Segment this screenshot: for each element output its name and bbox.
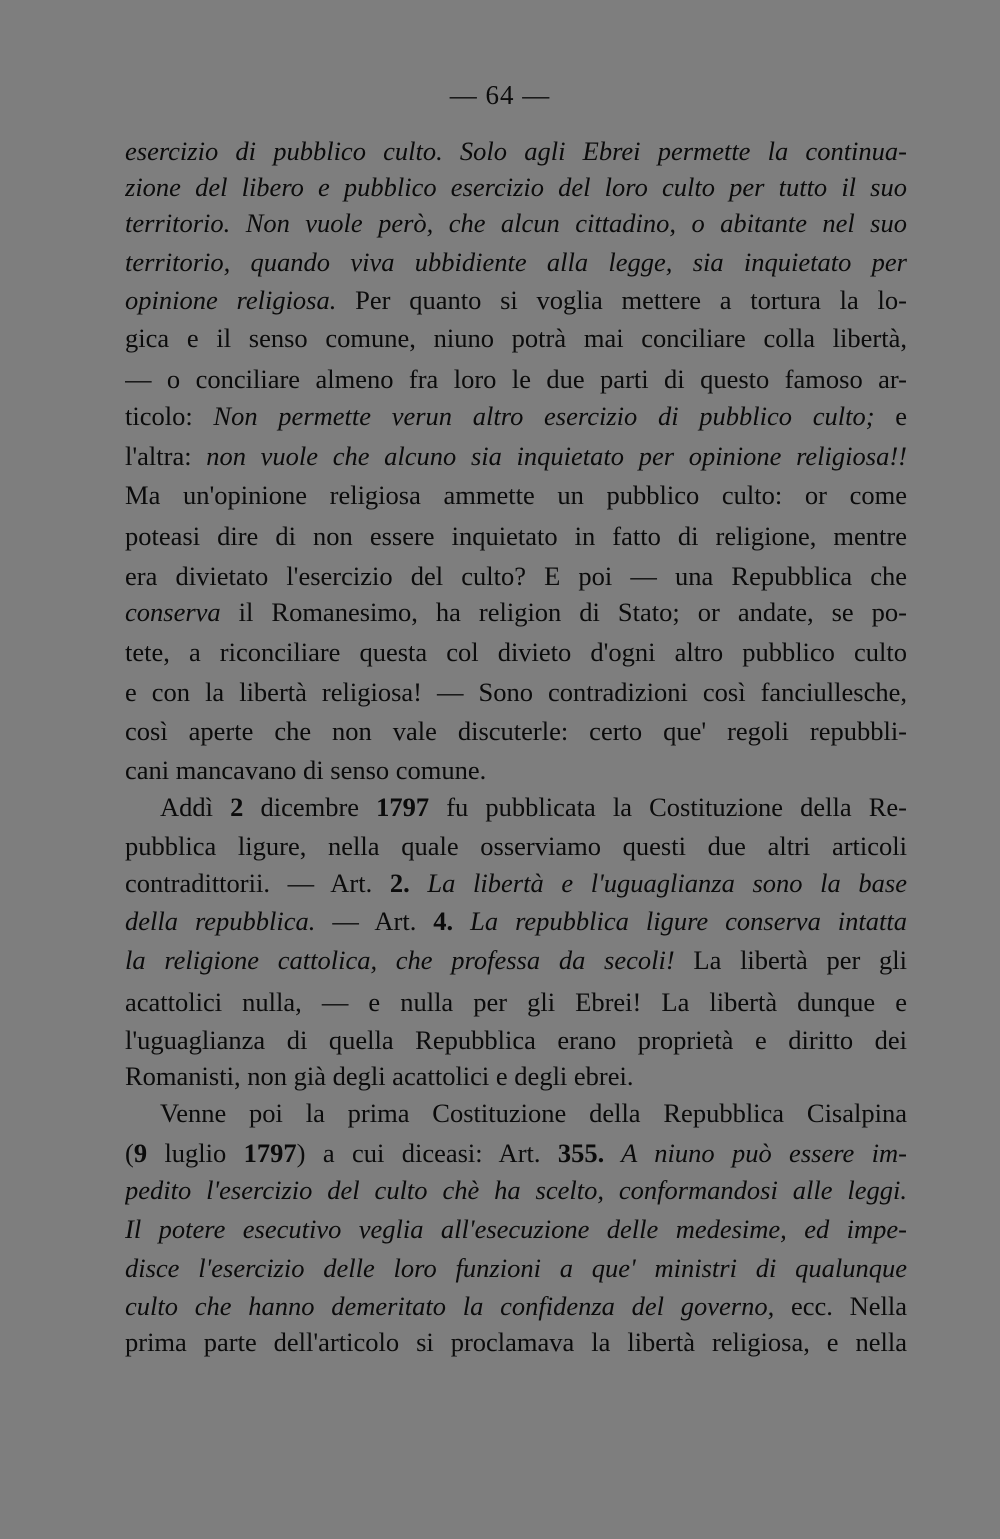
text-segment: 1797 [376,792,430,822]
text-segment: contradittorii. — Art. [125,868,390,898]
italic-text: opinione religiosa. [125,285,337,315]
italic-text: pedito l'esercizio del culto chè ha scelto, conformandosi alle leggi. [125,1175,907,1205]
text-line [125,1022,907,1058]
italic-text: La libertà e l'uguaglianza sono la base [409,868,907,898]
text-line [125,674,907,710]
italic-text: esercizio di pubblico culto. Solo agli Ebrei permette la continua- [125,136,907,166]
text-segment: 355. [557,1138,605,1168]
text-segment: era divietato l'esercizio del culto? E poi — una Repubblica che [125,561,907,591]
text-line [125,361,907,397]
text-line [125,1058,907,1094]
text-line [125,205,907,241]
text-line [125,477,907,513]
text-segment: poteasi dire di non essere inquietato in fatto di religione, mentre [125,521,907,551]
text-line [125,282,907,318]
italic-text: della repubblica. [125,906,316,936]
text-line [125,1172,907,1208]
italic-text: Non permette verun altro esercizio di pubblico culto; [213,401,875,431]
text-line [125,713,907,749]
text-segment: dicembre [243,792,377,822]
italic-text: non vuole che alcuno sia inquietato per opinione religiosa!! [206,441,907,471]
text-line [125,133,907,169]
italic-text: A niuno può essere im- [604,1138,907,1168]
text-segment: Venne poi la prima Costituzione della Repubblica Cisalpina [160,1098,907,1128]
italic-text: territorio, quando viva ubbidiente alla legge, sia inquietato per [125,247,907,277]
text-line [160,789,907,825]
text-segment: ecc. Nella [774,1291,907,1321]
text-segment: luglio [147,1138,244,1168]
text-segment: 1797 [243,1138,297,1168]
italic-text: zione del libero e pubblico esercizio del loro culto per tutto il suo [125,172,907,202]
italic-text: conserva [125,597,221,627]
text-line [125,1324,907,1360]
text-segment: il Romanesimo, ha religion di Stato; or andate, se po- [220,597,907,627]
text-line [125,558,907,594]
text-segment: 9 [133,1138,148,1168]
text-line [125,828,907,864]
text-segment: tete, a riconciliare questa col divieto d'ogni altro pubblico culto [125,637,907,667]
text-line [125,752,907,788]
text-segment: cani mancavano di senso comune. [125,755,487,785]
text-line [125,1288,907,1324]
text-line [125,903,907,939]
text-segment: fu pubblicata la Costituzione della Re- [429,792,907,822]
text-segment: 2 [230,792,244,822]
text-line [125,594,907,630]
text-line [125,984,907,1020]
text-segment: acattolici nulla, — e nulla per gli Ebrei! La libertà dunque e [125,987,907,1017]
italic-text: territorio. Non vuole però, che alcun cittadino, o abitante nel suo [125,208,907,238]
text-segment: ( [125,1138,134,1168]
text-segment: Per quanto si voglia mettere a tortura la lo- [336,285,907,315]
text-segment: e con la libertà religiosa! — Sono contradizioni così fanciullesche, [125,677,907,707]
text-line [125,398,907,434]
text-line [125,169,907,205]
text-segment: 4. [433,906,454,936]
text-segment: prima parte dell'articolo si proclamava la libertà religiosa, e nella [125,1327,907,1357]
text-segment: l'altra: [125,441,207,471]
page-number: — 64 — [449,80,551,110]
text-segment: ticolo: [125,401,214,431]
text-line [125,1211,907,1247]
text-segment: così aperte che non vale discuterle: certo que' regoli repubbli- [125,716,907,746]
text-line [125,865,907,901]
text-segment: e [874,401,907,431]
text-segment: — o conciliare almeno fra loro le due parti di questo famoso ar- [125,364,907,394]
text-segment: pubblica ligure, nella quale osserviamo questi due altri articoli [125,831,907,861]
text-line [125,244,907,280]
text-line [125,1250,907,1286]
italic-text: culto che hanno demeritato la confidenza del governo, [125,1291,775,1321]
italic-text: disce l'esercizio delle loro funzioni a que' ministri di qualunque [125,1253,907,1283]
text-line [125,1135,907,1171]
text-line [125,438,907,474]
text-segment: ) a cui diceasi: Art. [296,1138,558,1168]
text-segment: Ma un'opinione religiosa ammette un pubblico culto: or come [125,480,907,510]
text-segment: — Art. [315,906,434,936]
text-segment: 2. [389,868,410,898]
text-segment: Romanisti, non già degli acattolici e degli ebrei. [125,1061,634,1091]
text-line [125,320,907,356]
text-line [160,1095,907,1131]
text-segment: Addì [160,792,231,822]
text-line [125,518,907,554]
text-segment: gica e il senso comune, niuno potrà mai conciliare colla libertà, [125,323,907,353]
italic-text: la religione cattolica, che professa da secoli! [125,945,675,975]
italic-text: Il potere esecutivo veglia all'esecuzione delle medesime, ed impe- [125,1214,907,1244]
text-line [125,942,907,978]
text-segment: La libertà per gli [674,945,907,975]
italic-text: La repubblica ligure conserva intatta [453,906,907,936]
text-line [125,634,907,670]
text-segment: l'uguaglianza di quella Repubblica erano proprietà e diritto dei [125,1025,907,1055]
